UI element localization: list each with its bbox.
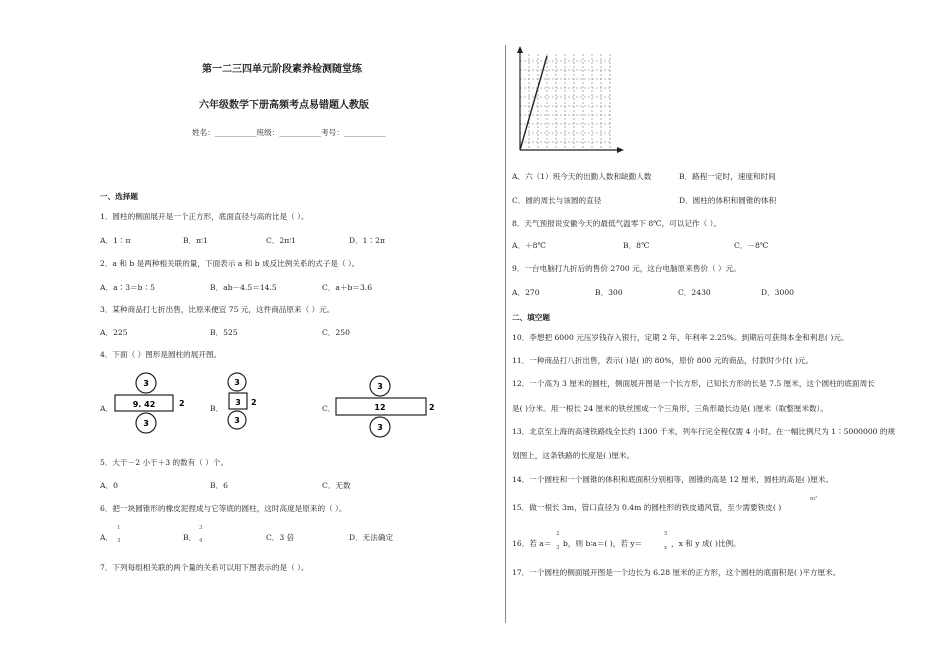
question-16-part1: 16．若 a＝ xyxy=(512,539,552,548)
q1-option-c: C．2π∶1 xyxy=(266,236,297,245)
q7-graph xyxy=(512,44,630,154)
q1-option-d: D．1∶2π xyxy=(349,236,385,245)
q3-option-a: A．225 xyxy=(100,328,128,337)
page-title: 第一二三四单元阶段素养检测随堂练 xyxy=(202,64,362,75)
q7-x-arrow xyxy=(617,147,624,153)
fig-c-mid-label: 12 xyxy=(374,403,386,412)
q3-option-c: C．250 xyxy=(322,328,350,337)
q1-option-a: A．1∶π xyxy=(100,236,131,245)
q5-option-c: C．无数 xyxy=(322,481,351,490)
question-6: 6．把一块圆锥形的橡皮泥捏成与它等底的圆柱，这时高度是原来的（ ）。 xyxy=(100,504,347,513)
fig-c-side-label: 2 xyxy=(429,403,435,412)
page-subtitle: 六年级数学下册高频考点易错题人教版 xyxy=(199,100,369,111)
question-4: 4．下面（ ）图形是圆柱的展开图。 xyxy=(100,350,222,359)
question-3: 3．某种商品打七折出售，比原来便宜 75 元，这件商品原来（ ）元。 xyxy=(100,305,335,314)
question-2: 2．a 和 b 是两种相关联的量，下面表示 a 和 b 成反比例关系的式子是（ ）。 xyxy=(100,259,360,268)
q5-option-a: A．0 xyxy=(100,481,118,490)
section-fill-title: 二、填空题 xyxy=(512,313,550,322)
q6-a-numerator: 1 xyxy=(117,525,121,531)
q7-option-b: B．路程一定时，速度和时间 xyxy=(679,172,776,181)
question-1: 1．圆柱的侧面展开是一个正方形，底面直径与高的比是（ ）。 xyxy=(100,212,309,221)
q6-option-d: D．无法确定 xyxy=(349,533,394,542)
q6-option-b-prefix: B． xyxy=(183,533,197,542)
q9-option-d: D．3000 xyxy=(761,288,795,297)
fig-b-mid-label: 3 xyxy=(235,398,241,407)
q4-figure-b xyxy=(222,372,262,440)
question-10: 10．李想把 6000 元压岁钱存入银行，定期 2 年，年利率 2.25%。到期后可获得本金和利息( )元。 xyxy=(512,333,849,342)
question-16-part3: ，x 和 y 成( )比例。 xyxy=(671,539,741,548)
question-12-line2: 是( )分米。用一根长 24 厘米的铁丝围成一个三角形，三角形最长边是( )厘米（取整厘米数）。 xyxy=(512,404,828,413)
fig-a-side-label: 2 xyxy=(179,399,185,408)
page-divider xyxy=(505,45,506,623)
question-12-line1: 12．一个高为 3 厘米的圆柱，侧面展开图是一个长方形，已知长方形的长是 7.5 厘米，这个圆柱的底面周长 xyxy=(512,379,875,388)
q4-figure-a xyxy=(112,372,187,440)
question-16-part2: b，则 b∶a＝( )，若 y＝ xyxy=(563,539,643,548)
fig-c-top-label: 3 xyxy=(377,382,383,391)
q16-fraction2-num: 5 xyxy=(664,531,668,537)
question-9: 9．一台电脑打九折后的售价 2700 元，这台电脑原来售价（ ）元。 xyxy=(512,264,741,273)
section-choice-title: 一、选择题 xyxy=(100,192,138,201)
q6-option-c: C．3 倍 xyxy=(266,533,295,542)
question-13-line2: 划图上，这条铁路的长度是( )厘米。 xyxy=(512,451,635,460)
q4-option-c: C． xyxy=(322,404,336,413)
fig-a-top-label: 3 xyxy=(143,379,149,388)
q6-a-denominator: 3 xyxy=(117,538,121,544)
question-7: 7．下列每组相关联的两个量的关系可以用下图表示的是（ ）。 xyxy=(100,563,309,572)
q7-y-arrow xyxy=(517,46,523,53)
student-info-line: 姓名：___________班级：___________考号：___________ xyxy=(192,128,386,137)
q16-fraction1-den: 3 xyxy=(556,545,560,551)
q4-option-b: B． xyxy=(210,404,224,413)
fig-b-bottom-label: 3 xyxy=(234,416,240,425)
q3-option-b: B．525 xyxy=(210,328,238,337)
question-17: 17．一个圆柱的侧面展开图是一个边长为 6.28 厘米的正方形，这个圆柱的底面积是( )平方厘米。 xyxy=(512,568,841,577)
question-13-line1: 13．北京至上海的高速铁路线全长约 1300 千米，列车行完全程仅需 4 小时。在一幅比例尺为 1∶5000000 的规 xyxy=(512,427,896,436)
q2-option-b: B．ab－4.5＝14.5 xyxy=(210,283,277,292)
q9-option-b: B．300 xyxy=(595,288,623,297)
q1-option-b: B．π∶1 xyxy=(183,236,208,245)
q4-figure-c xyxy=(334,374,439,440)
q8-option-a: A．＋8℃ xyxy=(512,241,546,250)
fig-a-mid-label: 9. 42 xyxy=(132,400,156,409)
q16-fraction2-den: x xyxy=(664,545,668,551)
q5-option-b: B．6 xyxy=(210,481,229,490)
q7-option-a: A．六（1）班今天的出勤人数和缺勤人数 xyxy=(512,172,652,181)
q8-option-b: B．8℃ xyxy=(623,241,650,250)
question-11: 11．一种商品打八折出售，表示( )是( )的 80%，原价 800 元的商品，付款时少付( )元。 xyxy=(512,356,814,365)
question-5: 5．大于－2 小于＋3 的数有（ ）个。 xyxy=(100,458,229,467)
q6-b-denominator: 4 xyxy=(199,538,203,544)
fig-b-side-label: 2 xyxy=(251,398,257,407)
question-15: 15．做一根长 3m，管口直径为 0.4m 的圆柱形的铁皮通风管，至少需要铁皮( ) xyxy=(512,503,782,512)
fig-a-bottom-label: 3 xyxy=(143,419,149,428)
q9-option-c: C．2430 xyxy=(678,288,711,297)
question-8: 8．天气预报说安徽今天的最低气温零下 8℃，可以记作（ ）。 xyxy=(512,219,722,228)
q7-option-d: D．圆柱的体积和圆锥的体积 xyxy=(679,196,777,205)
fig-b-top-label: 3 xyxy=(234,378,240,387)
fig-c-bottom-label: 3 xyxy=(377,423,383,432)
q9-option-a: A．270 xyxy=(512,288,540,297)
q6-option-a-prefix: A． xyxy=(100,533,114,542)
q2-option-c: C．a＋b＝3.6 xyxy=(322,283,373,292)
q15-unit: m² xyxy=(810,496,818,502)
q7-option-c: C．圆的周长与该圆的直径 xyxy=(512,196,602,205)
q6-b-numerator: 3 xyxy=(199,525,203,531)
q4-option-a: A． xyxy=(100,404,114,413)
question-14: 14．一个圆柱和一个圆锥的体积和底面积分别相等，圆锥的高是 12 厘米，圆柱的高是( )厘米。 xyxy=(512,475,834,484)
q2-option-a: A．a∶3＝b∶5 xyxy=(100,283,155,292)
q8-option-c: C．－8℃ xyxy=(734,241,769,250)
q16-fraction1-num: 2 xyxy=(556,531,560,537)
